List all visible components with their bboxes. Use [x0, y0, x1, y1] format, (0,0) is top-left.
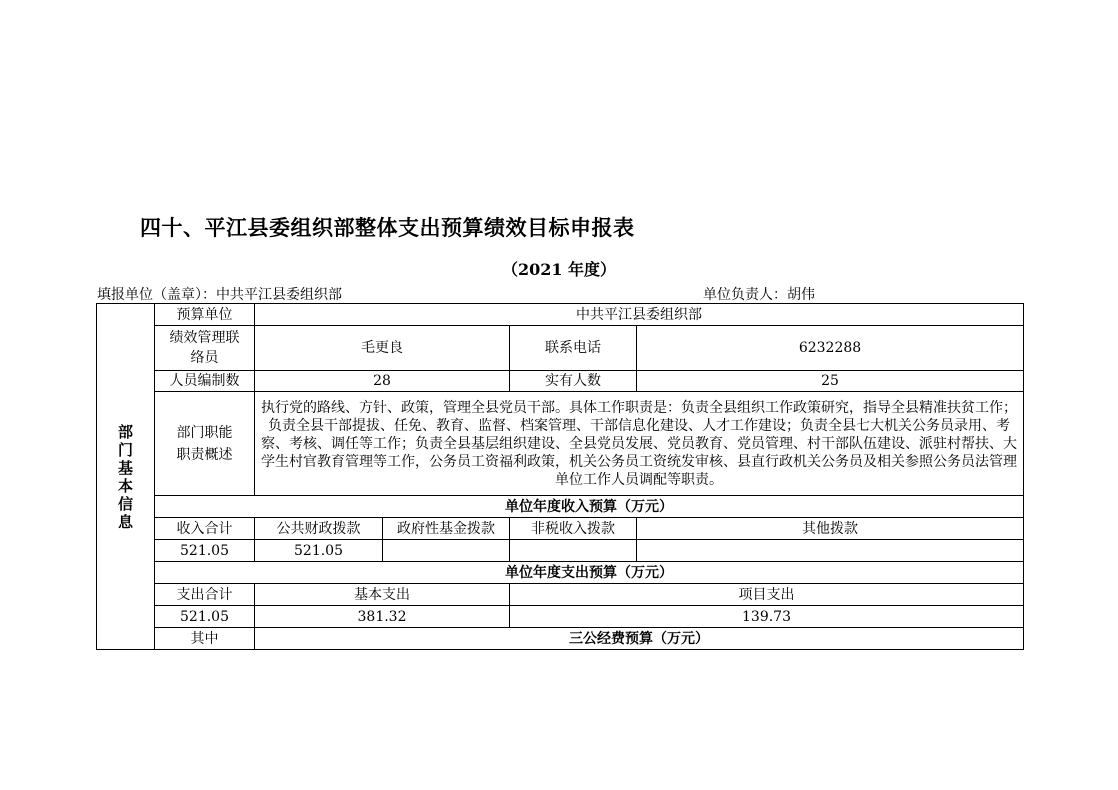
actual-staff-value: 25: [637, 371, 1024, 392]
income-col-public: 公共财政拨款: [255, 518, 383, 540]
income-header: 单位年度收入预算（万元）: [155, 496, 1024, 518]
contact-label: 绩效管理联络员: [155, 326, 255, 371]
expense-col-project: 项目支出: [510, 584, 1024, 606]
staff-quota-value: 28: [255, 371, 510, 392]
expense-col-basic: 基本支出: [255, 584, 510, 606]
expense-header: 单位年度支出预算（万元）: [155, 562, 1024, 584]
side-label: 部门基本信息: [97, 304, 155, 650]
budget-unit-label: 预算单位: [155, 304, 255, 326]
expense-project-value: 139.73: [510, 606, 1024, 628]
income-other-value: [637, 540, 1024, 562]
income-fund-value: [383, 540, 510, 562]
contact-value: 毛更良: [255, 326, 510, 371]
duty-label: 部门职能职责概述: [155, 392, 255, 496]
page-title: 四十、平江县委组织部整体支出预算绩效目标申报表: [140, 216, 635, 240]
three-public-header: 三公经费预算（万元）: [255, 628, 1024, 650]
budget-unit-value: 中共平江县委组织部: [255, 304, 1024, 326]
expense-basic-value: 381.32: [255, 606, 510, 628]
year-subtitle: （2021 年度）: [501, 260, 617, 279]
duty-text: 执行党的路线、方针、政策，管理全县党员干部。具体工作职责是：负责全县组织工作政策研究，指导全县精准扶贫工作；负责全县干部提拔、任免、教育、监督、档案管理、干部信息化建设、人才工作建设；负责全县七大机关公务员录用、考察、考核、调任等工作；负责全县基层组织建设、全县党员发展、党员教育、党员管理、村干部队伍建设、派驻村帮扶、大学生村官教育管理等工作，公务员工资福利政策，机关公务员工资统发审核、县直行政机关公务员及相关参照公务员法管理单位工作人员调配等职责。: [255, 392, 1024, 496]
expense-col-total: 支出合计: [155, 584, 255, 606]
income-public-value: 521.05: [255, 540, 383, 562]
phone-label: 联系电话: [510, 326, 637, 371]
fill-unit: 填报单位（盖章）：中共平江县委组织部: [97, 287, 342, 303]
staff-quota-label: 人员编制数: [155, 371, 255, 392]
budget-table: [96, 303, 1024, 650]
actual-staff-label: 实有人数: [510, 371, 637, 392]
income-col-other: 其他拨款: [637, 518, 1024, 540]
income-nontax-value: [510, 540, 637, 562]
income-col-nontax: 非税收入拨款: [510, 518, 637, 540]
responsible-person: 单位负责人：胡伟: [703, 287, 815, 303]
expense-total-value: 521.05: [155, 606, 255, 628]
income-col-total: 收入合计: [155, 518, 255, 540]
income-col-fund: 政府性基金拨款: [383, 518, 510, 540]
phone-value: 6232288: [637, 326, 1024, 371]
three-public-label: 其中: [155, 628, 255, 650]
income-total-value: 521.05: [155, 540, 255, 562]
